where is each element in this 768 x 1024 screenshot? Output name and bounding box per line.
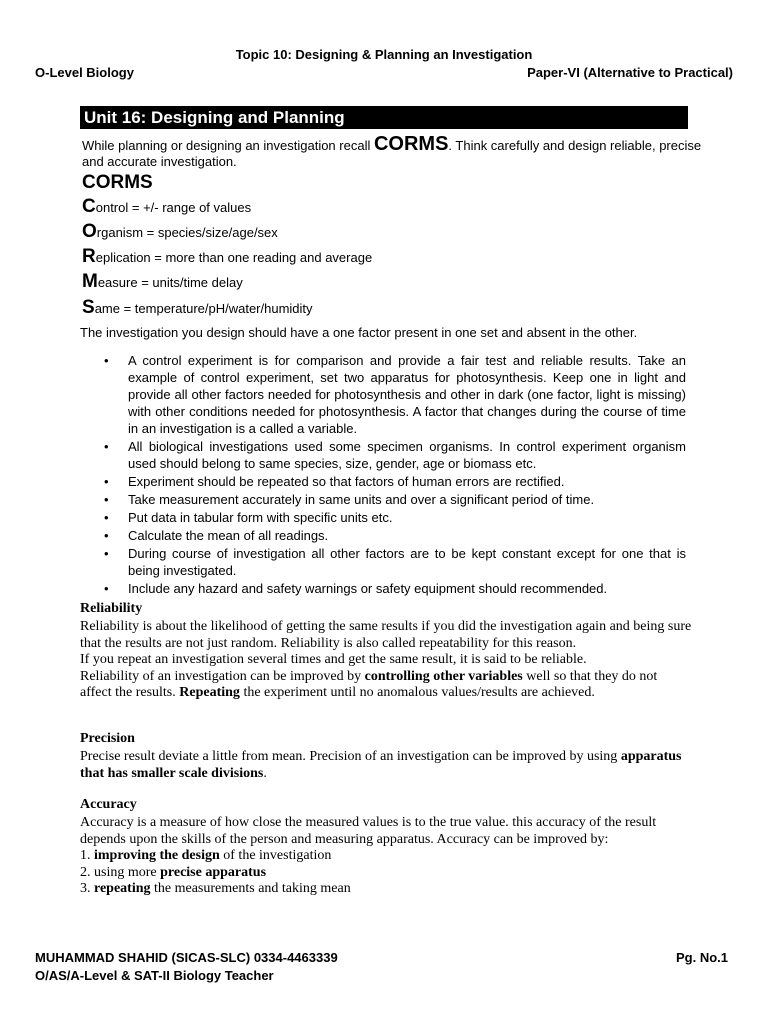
corms-cap: C <box>82 196 96 217</box>
corms-rest: eplication = more than one reading and average <box>95 250 373 265</box>
accuracy-item-3 <box>80 881 692 898</box>
intro-after: . Think carefully and design reliable, precise and accurate investigation. <box>82 138 702 169</box>
list-item-text: Experiment should be repeated so that factors of human errors are rectified. <box>128 474 565 489</box>
header-paper: Paper-VI (Alternative to Practical) <box>527 65 733 80</box>
list-item <box>80 491 686 508</box>
reliability-p3a: Reliability of an investigation can be improved by <box>80 668 365 684</box>
intro-text <box>82 133 712 170</box>
corms-cap: R <box>82 246 96 267</box>
reliability-p3d: Repeating <box>179 685 240 700</box>
reliability-heading: Reliability <box>80 601 143 616</box>
accuracy-item-2 <box>80 865 692 882</box>
corms-cap: M <box>82 271 98 292</box>
list-item-text: Put data in tabular form with specific units etc. <box>128 510 393 525</box>
accuracy-num: 3. <box>80 881 91 896</box>
accuracy-p1: Accuracy is a measure of how close the measured values is to the true value. this accuracy of the result depends upon the skills of the person and measuring apparatus. Accuracy can be improved by: <box>80 815 657 847</box>
accuracy-num: 1. <box>80 848 91 863</box>
list-item-text: Include any hazard and safety warnings or safety equipment should recommended. <box>128 581 608 596</box>
bullet-icon: • <box>104 510 109 525</box>
corms-title: CORMS <box>82 172 153 193</box>
bullet-icon: • <box>104 528 109 543</box>
bullet-icon: • <box>104 439 109 454</box>
accuracy-bold: improving the design <box>94 848 220 863</box>
corms-cap: O <box>82 221 97 242</box>
footer-author: MUHAMMAD SHAHID (SICAS-SLC) 0334-4463339 <box>35 950 338 965</box>
footer-role: O/AS/A-Level & SAT-II Biology Teacher <box>35 968 274 983</box>
reliability-p1: Reliability is about the likelihood of getting the same results if you did the investigation again and being sure that the results are not just random. Reliability is also called repeatability for this reason. <box>80 619 692 651</box>
corms-item-replication <box>82 246 372 268</box>
bullet-icon: • <box>104 474 109 489</box>
corms-item-control <box>82 196 251 218</box>
accuracy-item-1 <box>80 848 692 865</box>
guideline-list <box>80 352 686 598</box>
bullet-icon: • <box>104 546 109 561</box>
header-subject: O-Level Biology <box>35 65 134 80</box>
list-item <box>80 580 686 597</box>
list-item-text: Take measurement accurately in same units and over a significant period of time. <box>128 492 595 507</box>
corms-item-measure <box>82 271 243 293</box>
accuracy-rest: of the investigation <box>219 848 332 863</box>
bullet-icon: • <box>104 581 109 596</box>
intro-before: While planning or designing an investigation recall <box>82 138 374 153</box>
corms-rest: easure = units/time delay <box>97 275 243 290</box>
accuracy-bold: precise apparatus <box>160 864 267 880</box>
list-item-text: Calculate the mean of all readings. <box>128 528 329 543</box>
unit-title-bar: Unit 16: Designing and Planning <box>80 106 688 129</box>
header-topic: Topic 10: Designing & Planning an Investigation <box>235 47 533 62</box>
list-item <box>80 352 686 437</box>
list-item-text: All biological investigations used some specimen organisms. In control experiment organism used should belong to same species, size, gender, age or biomass etc. <box>128 439 686 471</box>
list-item-text: A control experiment is for comparison and provide a fair test and reliable results. Take an example of control experiment, set two apparatus for photosynthesis. Keep one in light and provide all other factors needed for photosynthesis and other in dark (one factor, light is missing) with other conditions needed for photosynthesis. A factor that changes during the course of time in an investigation is a called a variable. <box>128 353 686 436</box>
precision-text <box>80 749 692 782</box>
design-paragraph: The investigation you design should have a one factor present in one set and absent in the other. <box>80 325 638 340</box>
reliability-p3e: the experiment until no anomalous values/results are achieved. <box>239 685 595 700</box>
list-item <box>80 527 686 544</box>
list-item <box>80 509 686 526</box>
intro-keyword: CORMS <box>373 133 449 155</box>
reliability-text <box>80 619 692 702</box>
accuracy-num: 2. <box>80 864 91 880</box>
bullet-icon: • <box>104 492 109 507</box>
reliability-p3c: well so that they do not affect the results. <box>80 668 658 700</box>
bullet-icon: • <box>104 353 109 368</box>
list-item <box>80 473 686 490</box>
reliability-p2: If you repeat an investigation several times and get the same result, it is said to be reliable. <box>80 652 587 667</box>
corms-rest: ame = temperature/pH/water/humidity <box>94 301 313 316</box>
corms-rest: rganism = species/size/age/sex <box>96 225 278 240</box>
corms-cap: S <box>82 297 95 318</box>
list-item <box>80 438 686 472</box>
precision-p1c: . <box>263 765 267 781</box>
accuracy-text <box>80 815 692 898</box>
page-number: Pg. No.1 <box>675 950 728 965</box>
list-item <box>80 545 686 579</box>
corms-rest: ontrol = +/- range of values <box>95 200 252 215</box>
corms-item-same <box>82 297 313 319</box>
accuracy-heading: Accuracy <box>80 797 137 812</box>
precision-p1: Precise result deviate a little from mean. Precision of an investigation can be improved by using <box>80 749 621 764</box>
precision-heading: Precision <box>80 731 135 746</box>
reliability-p3b: controlling other variables <box>364 668 523 684</box>
accuracy-rest: the measurements and taking mean <box>150 881 351 896</box>
reliability-p3 <box>80 669 692 702</box>
precision-p1b: apparatus that has smaller scale divisions <box>80 749 682 781</box>
accuracy-bold: repeating <box>94 881 151 896</box>
accuracy-pre: using more <box>94 864 161 880</box>
list-item-text: During course of investigation all other factors are to be kept constant except for one that is being investigated. <box>128 546 686 578</box>
corms-item-organism <box>82 221 278 243</box>
